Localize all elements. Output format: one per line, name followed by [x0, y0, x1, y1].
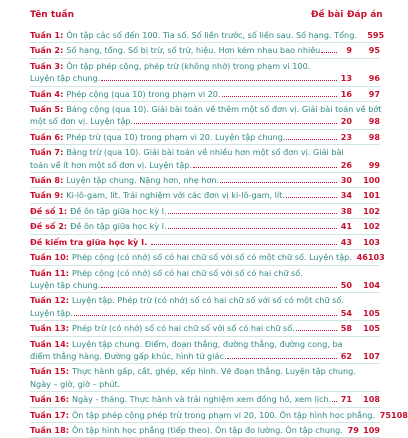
toc-row-line [30, 267, 380, 279]
toc-row-label: Tuần 6: [30, 131, 64, 142]
toc-row-text: Phép cộng (có nhớ) số có hai chữ số với số có một chữ số. Luyện tập. [71, 252, 352, 263]
toc-row [30, 130, 380, 145]
toc-row-text: Bảng cộng (qua 10). Giải bài toán về thêm một số đơn vị. Giải bài toán về bớt [66, 104, 382, 115]
exercise-page-number: 79 [347, 424, 359, 435]
toc-row-label: Đề số 2: [30, 221, 68, 232]
exercise-page-number: 71 [340, 394, 352, 405]
toc-row [30, 28, 385, 43]
dot-leader [296, 329, 337, 331]
toc-row-text: Ki-lô-gam, lít. Trải nghiệm với các đơn vị ki-lô-gam, lít. [66, 190, 285, 201]
toc-row-text: Luyện tập chung. Điểm, đoạn thẳng, đường thẳng, đường cong, ba [71, 338, 343, 349]
toc-row-text: Luyện tập chung. [30, 279, 101, 290]
toc-row [30, 337, 380, 365]
toc-row-text: một số đơn vị. Luyện tập. [30, 116, 134, 127]
toc-row-label: Tuần 16: [30, 394, 69, 405]
exercise-page-number: 30 [340, 175, 352, 186]
toc-row-label: Tuần 14: [30, 338, 69, 349]
toc-row-text: Luyện tập. [30, 307, 73, 318]
toc-row-label: Tuần 11: [30, 267, 69, 278]
toc-row-label: Tuần 18: [30, 424, 69, 435]
exercise-page-number: 62 [340, 350, 352, 361]
toc-row-text: Ôn tập hình học phẳng (tiếp theo). Ôn tập đo lường. Ôn tập chung. [71, 424, 343, 435]
toc-row [30, 59, 380, 87]
toc-row [30, 173, 380, 188]
toc-row [30, 423, 380, 438]
dot-leader [151, 243, 337, 245]
dot-leader [101, 286, 337, 288]
toc-row [30, 145, 380, 173]
answer-page-number: 108 [390, 409, 408, 420]
toc-row-line [30, 307, 380, 319]
exercise-page-number: 20 [340, 116, 352, 127]
toc-row-line [30, 365, 380, 377]
answer-page-number: 109 [363, 424, 380, 435]
toc-row [30, 266, 380, 294]
toc-row-line [30, 409, 408, 421]
toc-row [30, 102, 380, 130]
toc-row-text: toán về ít hơn một số đơn vị. Luyện tập. [30, 159, 193, 170]
toc-row-line [30, 322, 380, 334]
toc-row-line [30, 378, 380, 390]
toc-row-label: Đề số 1: [30, 205, 68, 216]
header-week-name: Tên tuần [30, 10, 75, 20]
toc-row-line [30, 159, 380, 171]
answer-page-number: 95 [368, 45, 380, 56]
exercise-page-number: 38 [340, 205, 352, 216]
toc-row [30, 364, 380, 392]
dot-leader [74, 314, 337, 316]
toc-row [30, 235, 380, 250]
answer-page-number: 108 [363, 394, 380, 405]
toc-row-line [30, 174, 380, 186]
toc-row [30, 219, 380, 234]
toc-row-text: Phép trừ (qua 10) trong phạm vi 20. Luyện tập chung. [66, 131, 286, 142]
answer-page-number: 103 [367, 252, 385, 263]
toc-row [30, 250, 385, 265]
dot-leader [168, 212, 337, 214]
dot-leader [220, 181, 337, 183]
dot-leader [321, 51, 337, 53]
toc-row-line [30, 338, 380, 350]
exercise-page-number: 58 [340, 323, 352, 334]
answer-page-number: 99 [368, 159, 380, 170]
answer-page-number: 102 [363, 221, 380, 232]
toc-row-line [30, 236, 380, 248]
table-of-contents [30, 28, 408, 438]
toc-row-line [30, 131, 380, 143]
exercise-page-number: 34 [340, 190, 352, 201]
toc-row-text: Phép cộng (qua 10) trong phạm vi 20. [66, 88, 221, 99]
answer-page-number: 100 [363, 175, 380, 186]
exercise-page-number: 75 [379, 409, 391, 420]
answer-page-number: 97 [368, 88, 380, 99]
toc-row-line [30, 393, 380, 405]
toc-row-label: Tuần 8: [30, 175, 64, 186]
toc-row-line [30, 115, 380, 127]
toc-row-text: Phép trừ (có nhớ) số có hai chữ số với số có hai chữ số. [71, 323, 295, 334]
toc-row-text: Số hạng, tổng. Số bị trừ, số trừ, hiệu. Hơn kém nhau bao nhiêu [66, 45, 321, 56]
exercise-page-number: 41 [340, 221, 352, 232]
answer-page-number: 98 [368, 131, 380, 142]
toc-row-line [30, 220, 380, 232]
dot-leader [332, 400, 337, 402]
dot-leader [227, 357, 337, 359]
toc-row-text: Phép cộng (có nhớ) số có hai chữ số với số có hai chữ số. [71, 267, 303, 278]
exercise-page-number: 54 [340, 307, 352, 318]
toc-row-text: Luyện tập. Phép trừ (có nhớ) số có hai chữ số với số có một chữ số. [71, 295, 344, 306]
toc-row [30, 188, 380, 203]
dot-leader [134, 122, 337, 124]
answer-page-number: 98 [368, 116, 380, 127]
header-exercise-page: Đề bài [311, 10, 344, 20]
toc-row-text: Thực hành gấp, cắt, ghép, xếp hình. Vẽ đoạn thẳng. Luyện tập chung. [71, 366, 356, 377]
answer-page-number: 95 [372, 30, 385, 40]
toc-row [30, 87, 380, 102]
dot-leader [286, 138, 337, 140]
table-header [0, 0, 400, 26]
toc-row-text: Ngày - tháng. Thực hành và trải nghiệm xem đồng hồ, xem lịch. [71, 394, 332, 405]
toc-row-text: Đề ôn tập giữa học kỳ I. [70, 221, 167, 232]
exercise-page-number: 5 [367, 30, 373, 40]
toc-row-text: điểm thẳng hàng. Đường gấp khúc, hình tứ giác. [30, 350, 227, 361]
toc-row [30, 321, 380, 336]
toc-row-line [30, 294, 380, 306]
toc-row-label: Tuần 12: [30, 295, 69, 306]
toc-row-line [30, 60, 380, 72]
answer-page-number: 104 [363, 279, 380, 290]
toc-row-line [30, 189, 380, 201]
toc-row-line [30, 350, 380, 362]
answer-page-number: 105 [363, 323, 380, 334]
toc-row-label: Tuần 17: [30, 409, 69, 420]
toc-row-label: Tuần 1: [30, 30, 64, 40]
toc-row [30, 293, 380, 321]
toc-row-label: Tuần 2: [30, 45, 64, 56]
toc-row [30, 408, 408, 423]
dot-leader [222, 95, 337, 97]
toc-row-text: Ôn tập phép cộng, phép trừ (không nhớ) trong phạm vi 100. [66, 60, 311, 71]
toc-row-line [30, 72, 380, 84]
exercise-page-number: 46 [356, 252, 368, 263]
exercise-page-number: 50 [340, 279, 352, 290]
answer-page-number: 107 [363, 350, 380, 361]
toc-row-line [30, 251, 385, 263]
toc-row-label: Tuần 13: [30, 323, 69, 334]
exercise-page-number: 43 [340, 236, 352, 247]
exercise-page-number: 23 [340, 131, 352, 142]
toc-row-text: Luyện tập chung. [30, 73, 101, 84]
toc-row-label: Tuần 9: [30, 190, 64, 201]
toc-row-line [30, 44, 380, 56]
dot-leader [286, 196, 337, 198]
toc-row-line [30, 29, 385, 41]
toc-row-text: Luyện tập chung. Nặng hơn, nhẹ hơn. [66, 175, 220, 186]
exercise-page-number: 9 [346, 45, 352, 56]
toc-row-label: Tuần 3: [30, 60, 64, 71]
toc-row-text: Bảng trừ (qua 10). Giải bài toán về nhiều hơn một số đơn vị. Giải bài [66, 147, 344, 158]
exercise-page-number: 26 [340, 159, 352, 170]
toc-row-text: Ôn tập phép cộng phép trừ trong phạm vi 20, 100. Ôn tập hình học phẳng. [71, 409, 375, 420]
toc-row [30, 204, 380, 219]
dot-leader [193, 166, 337, 168]
toc-row-line [30, 88, 380, 100]
answer-page-number: 102 [363, 205, 380, 216]
answer-page-number: 96 [368, 73, 380, 84]
toc-row-label: Tuần 4: [30, 88, 64, 99]
toc-row-line [30, 205, 380, 217]
exercise-page-number: 13 [340, 73, 352, 84]
toc-row-label: Tuần 7: [30, 147, 64, 158]
exercise-page-number: 16 [340, 88, 352, 99]
toc-row [30, 392, 380, 407]
header-answer-page: Đáp án [347, 10, 383, 20]
toc-row-line [30, 103, 380, 115]
toc-row-line [30, 146, 380, 158]
toc-row-label: Đề kiểm tra giữa học kỳ I. [30, 236, 148, 247]
toc-row-text: Ngày – giờ, giờ – phút. [30, 378, 121, 389]
answer-page-number: 105 [363, 307, 380, 318]
toc-row-label: Tuần 5: [30, 104, 64, 115]
dot-leader [101, 79, 337, 81]
toc-row-text: Đề ôn tập giữa học kỳ I. [70, 205, 167, 216]
answer-page-number: 101 [363, 190, 380, 201]
toc-row [30, 43, 380, 58]
toc-row-line [30, 279, 380, 291]
dot-leader [168, 227, 337, 229]
answer-page-number: 103 [363, 236, 380, 247]
toc-row-label: Tuần 15: [30, 366, 69, 377]
toc-row-text: Ôn tập các số đến 100. Tia số. Số liền trước, số liền sau. Số hạng. Tổng. [66, 30, 357, 40]
toc-row-label: Tuần 10: [30, 252, 69, 263]
toc-row-line [30, 424, 380, 436]
